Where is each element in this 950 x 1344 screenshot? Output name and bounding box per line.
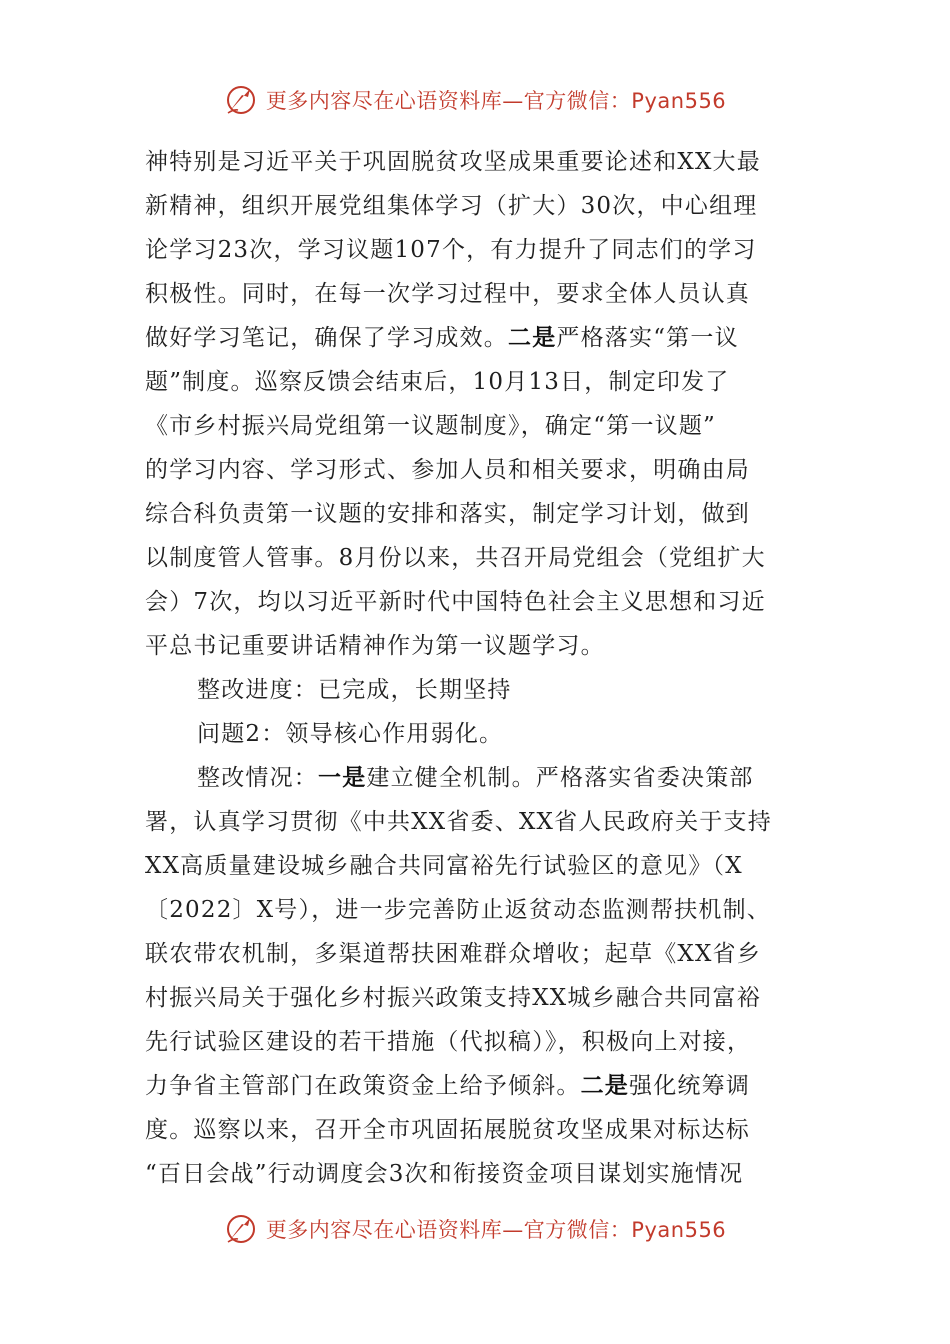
text-line: 神特别是习近平关于巩固脱贫攻坚成果重要论述和XX大最 — [145, 149, 761, 175]
text-line: 联农带农机制，多渠道帮扶困难群众增收；起草《XX省乡 — [145, 941, 761, 967]
text-line: 综合科负责第一议题的安排和落实，制定学习计划，做到 — [145, 501, 750, 527]
text-line: 论学习23次，学习议题107个，有力提升了同志们的学习 — [145, 237, 757, 263]
text-line: 积极性。同时，在每一次学习过程中，要求全体人员认真 — [145, 281, 750, 307]
quill-logo-icon — [224, 83, 258, 117]
quill-logo-icon — [224, 1212, 258, 1246]
footer-watermark-text: 更多内容尽在心语资料库—官方微信：Pyan556 — [265, 1218, 727, 1242]
text-line: 力争省主管部门在政策资金上给予倾斜。二是强化统筹调 — [145, 1072, 751, 1099]
bold-marker: 一是 — [318, 764, 367, 791]
text-line: 题”制度。巡察反馈会结束后，10月13日，制定印发了 — [145, 369, 730, 395]
issue-line: 问题2：领导核心作用弱化。 — [197, 721, 504, 747]
text-line: 以制度管人管事。8月份以来，共召开局党组会（党组扩大 — [145, 545, 766, 571]
text-line: 做好学习笔记，确保了学习成效。二是严格落实“第一议 — [145, 324, 739, 351]
text-line: “百日会战”行动调度会3次和衔接资金项目谋划实施情况 — [145, 1161, 744, 1187]
bold-marker: 二是 — [580, 1072, 630, 1099]
text-line: 〔2022〕X号），进一步完善防止返贫动态监测帮扶机制、 — [145, 897, 772, 923]
progress-line: 整改进度：已完成，长期坚持 — [197, 677, 512, 703]
text-line: 村振兴局关于强化乡村振兴政策支持XX城乡融合共同富裕 — [145, 985, 761, 1011]
header-watermark-text: 更多内容尽在心语资料库—官方微信：Pyan556 — [265, 89, 727, 113]
text-line: 度。巡察以来，召开全市巩固拓展脱贫攻坚成果对标达标 — [145, 1117, 750, 1143]
document-body — [145, 140, 805, 1196]
text-line: 会）7次，均以习近平新时代中国特色社会主义思想和习近 — [145, 589, 766, 615]
text-line: 平总书记重要讲话精神作为第一议题学习。 — [145, 633, 605, 659]
text-line: 的学习内容、学习形式、参加人员和相关要求，明确由局 — [145, 457, 750, 483]
text-line: 新精神，组织开展党组集体学习（扩大）30次，中心组理 — [145, 193, 758, 219]
header-watermark — [0, 80, 950, 120]
text-line: 整改情况：一是建立健全机制。严格落实省委决策部 — [197, 764, 754, 791]
text-line: 《市乡村振兴局党组第一议题制度》，确定“第一议题” — [145, 413, 717, 439]
bold-marker: 二是 — [508, 324, 557, 351]
text-line: 署，认真学习贯彻《中共XX省委、XX省人民政府关于支持 — [145, 809, 772, 835]
footer-watermark — [0, 1209, 950, 1249]
text-line: XX高质量建设城乡融合共同富裕先行试验区的意见》（X — [145, 853, 743, 879]
text-line: 先行试验区建设的若干措施（代拟稿）》，积极向上对接， — [145, 1029, 752, 1055]
